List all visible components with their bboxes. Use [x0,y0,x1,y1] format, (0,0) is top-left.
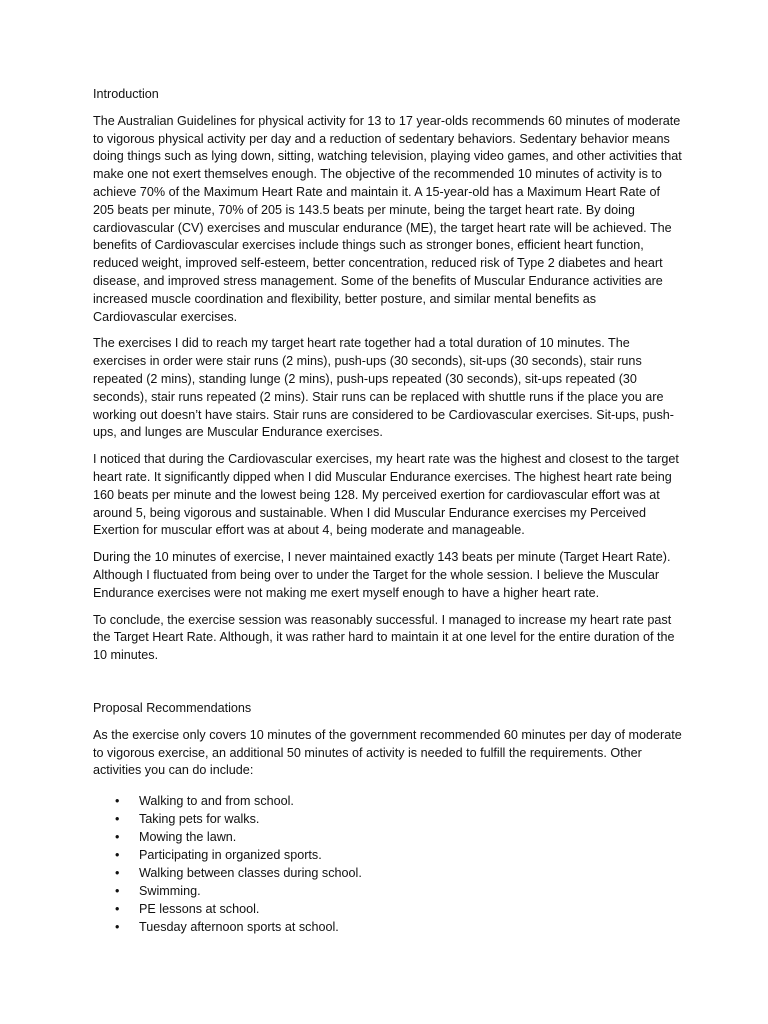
activity-list [93,792,683,936]
section-heading-introduction: Introduction [93,87,159,101]
paragraph-proposal: As the exercise only covers 10 minutes of the government recommended 60 minutes per day of moderate to vigorous exercise, an additional 50 minutes of activity is needed to fulfill the requirements. Other activities you can do include: [93,727,682,778]
list-item [93,810,683,828]
list-item [93,882,683,900]
section-heading-proposal: Proposal Recommendations [93,700,252,715]
list-item-text: Mowing the lawn. [139,830,237,845]
bullet-icon: • [115,794,120,809]
list-item [93,864,683,882]
bullet-icon: • [115,812,120,827]
list-item-text: Swimming. [139,884,201,899]
paragraph-observations: I noticed that during the Cardiovascular exercises, my heart rate was the highest and closest to the target heart rate. It significantly dipped when I did Muscular Endurance exercises. The highest heart rate being 160 beats per minute and the lowest being 128. My perceived exertion for cardiovascular effort was at around 5, being vigorous and sustainable. When I did Muscular Endurance exercises my Perceived Exertion for muscular effort was at about 4, being moderate and manageable. [93,452,679,538]
paragraph-guidelines: The Australian Guidelines for physical activity for 13 to 17 year-olds recommends 60 minutes of moderate to vigorous physical activity per day and a reduction of sedentary behaviors. Sedentary behavior means doing things such as lying down, sitting, watching television, playing video games, and other activities that make one not exert themselves enough. The objective of the recommended 10 minutes of activity is to achieve 70% of the Maximum Heart Rate and maintain it. A 15-year-old has a Maximum Heart Rate of 205 beats per minute, 70% of 205 is 143.5 beats per minute, being the target heart rate. By doing cardiovascular (CV) exercises and muscular endurance (ME), the target heart rate will be achieved. The benefits of Cardiovascular exercises include things such as stronger bones, efficient heart function, reduced weight, improved self-esteem, better concentration, reduced risk of Type 2 diabetes and heart disease, and improved stress management. Some of the benefits of Muscular Endurance activities are increased muscle coordination and flexibility, better posture, and similar mental benefits as Cardiovascular exercises. [93,113,682,324]
list-item-text: PE lessons at school. [139,902,260,917]
document-page [93,86,683,936]
paragraph-exercises: The exercises I did to reach my target heart rate together had a total duration of 10 minutes. The exercises in order were stair runs (2 mins), push-ups (30 seconds), sit-ups (30 seconds), stair runs repeated (2 mins), standing lunge (2 mins), push-ups repeated (30 seconds), sit-ups repeated (30 seconds), stair runs repeated (2 mins). Stair runs can be replaced with shuttle runs if the place you are working out doesn’t have stairs. Stair runs are considered to be Cardiovascular exercises. Sit-ups, push-ups, and lunges are Muscular Endurance exercises. [93,336,674,440]
paragraph-conclusion: To conclude, the exercise session was reasonably successful. I managed to increase my heart rate past the Target Heart Rate. Although, it was rather hard to maintain it at one level for the entire duration of the 10 minutes. [93,612,675,663]
bullet-icon: • [115,884,120,899]
list-item [93,792,683,810]
list-item-text: Tuesday afternoon sports at school. [139,920,339,935]
list-item-text: Walking to and from school. [139,794,294,809]
bullet-icon: • [115,830,120,845]
bullet-icon: • [115,902,120,917]
bullet-icon: • [115,848,120,863]
list-item-text: Taking pets for walks. [139,812,260,827]
list-item [93,846,683,864]
bullet-icon: • [115,866,120,881]
list-item-text: Walking between classes during school. [139,866,362,881]
list-item [93,900,683,918]
list-item-text: Participating in organized sports. [139,848,322,863]
paragraph-target-heart-rate: During the 10 minutes of exercise, I never maintained exactly 143 beats per minute (Target Heart Rate). Although I fluctuated from being over to under the Target for the whole session. I believe the Muscular Endurance exercises were not making me exert myself enough to have a higher heart rate. [93,550,671,600]
list-item [93,918,683,936]
bullet-icon: • [115,920,120,935]
list-item [93,828,683,846]
